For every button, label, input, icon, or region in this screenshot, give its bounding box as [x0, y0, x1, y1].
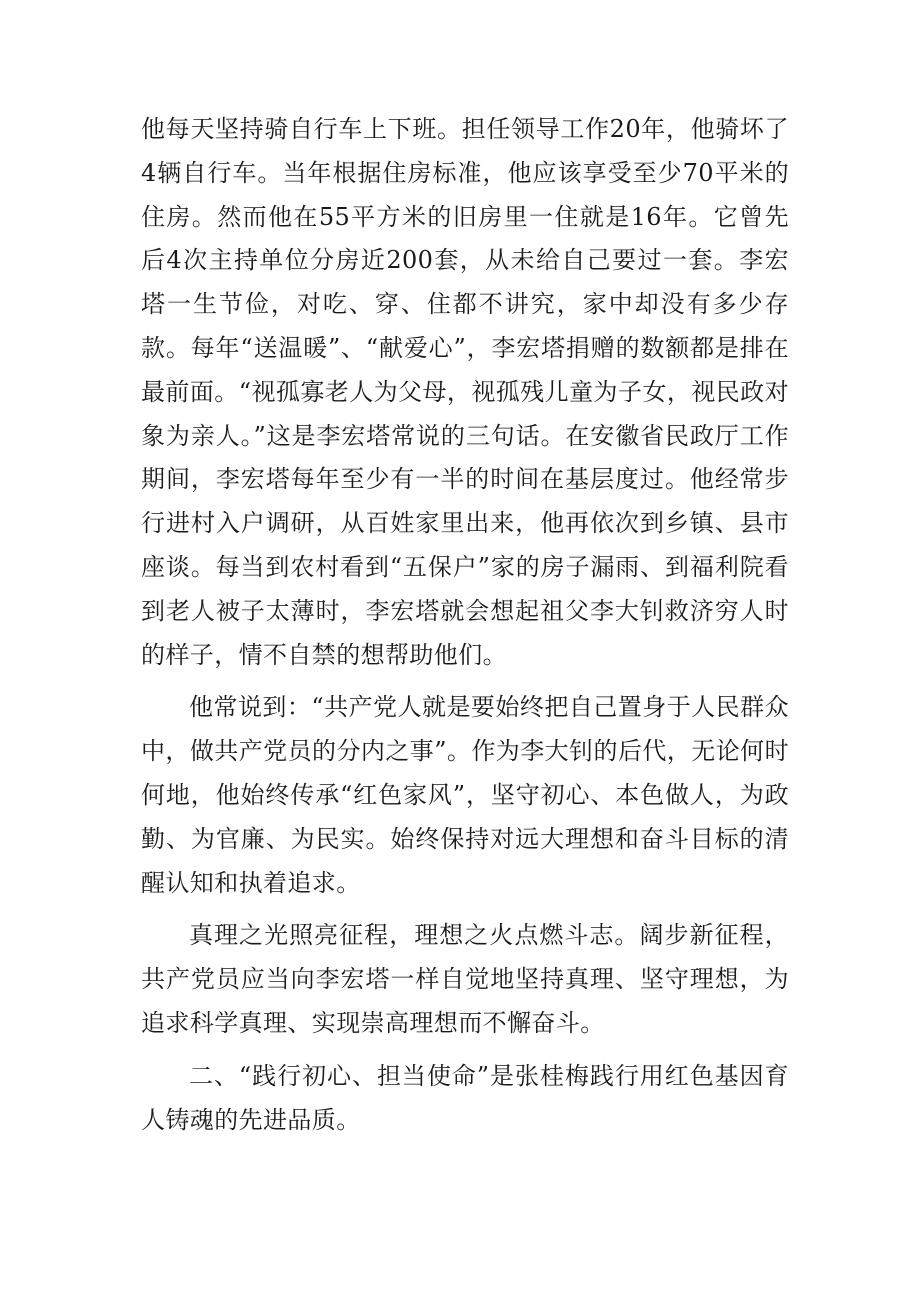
section-heading-zhang-guimei: 二、“践行初心、担当使命”是张桂梅践行用红色基因育人铸魂的先进品质。: [141, 1061, 789, 1134]
paragraph-li-hongta-frugality: 他每天坚持骑自行车上下班。担任领导工作20年，他骑坏了4辆自行车。当年根据住房标准，他应该享受至少70平米的住房。然而他在55平方米的旧房里一住就是16年。它曾先后4次主持单位分房近200套，从未给自己要过一套。李宏塔一生节俭，对吃、穿、住都不讲究，家中却没有多少存款。每年“送温暖”、“献爱心”，李宏塔捐赠的数额都是排在最前面。“视孤寡老人为父母，视孤残儿童为子女，视民政对象为亲人。”这是李宏塔常说的三句话。在安徽省民政厅工作期间，李宏塔每年至少有一半的时间在基层度过。他经常步行进村入户调研，从百姓家里出来，他再依次到乡镇、县市座谈。每当到农村看到“五保户”家的房子漏雨、到福利院看到老人被子太薄时，李宏塔就会想起祖父李大钊救济穷人时的样子，情不自禁的想帮助他们。: [141, 115, 789, 669]
paragraph-communist-quote: 他常说到：“共产党人就是要始终把自己置身于人民群众中，做共产党员的分内之事”。作为李大钊的后代，无论何时何地，他始终传承“红色家风”，坚守初心、本色做人，为政勤、为官廉、为民实。始终保持对远大理想和奋斗目标的清醒认知和执着追求。: [141, 693, 789, 897]
document-body: [141, 108, 789, 1151]
paragraph-truth-ideals: 真理之光照亮征程，理想之火点燃斗志。阔步新征程，共产党员应当向李宏塔一样自觉地坚持真理、坚守理想，为追求科学真理、实现崇高理想而不懈奋斗。: [141, 921, 789, 1037]
